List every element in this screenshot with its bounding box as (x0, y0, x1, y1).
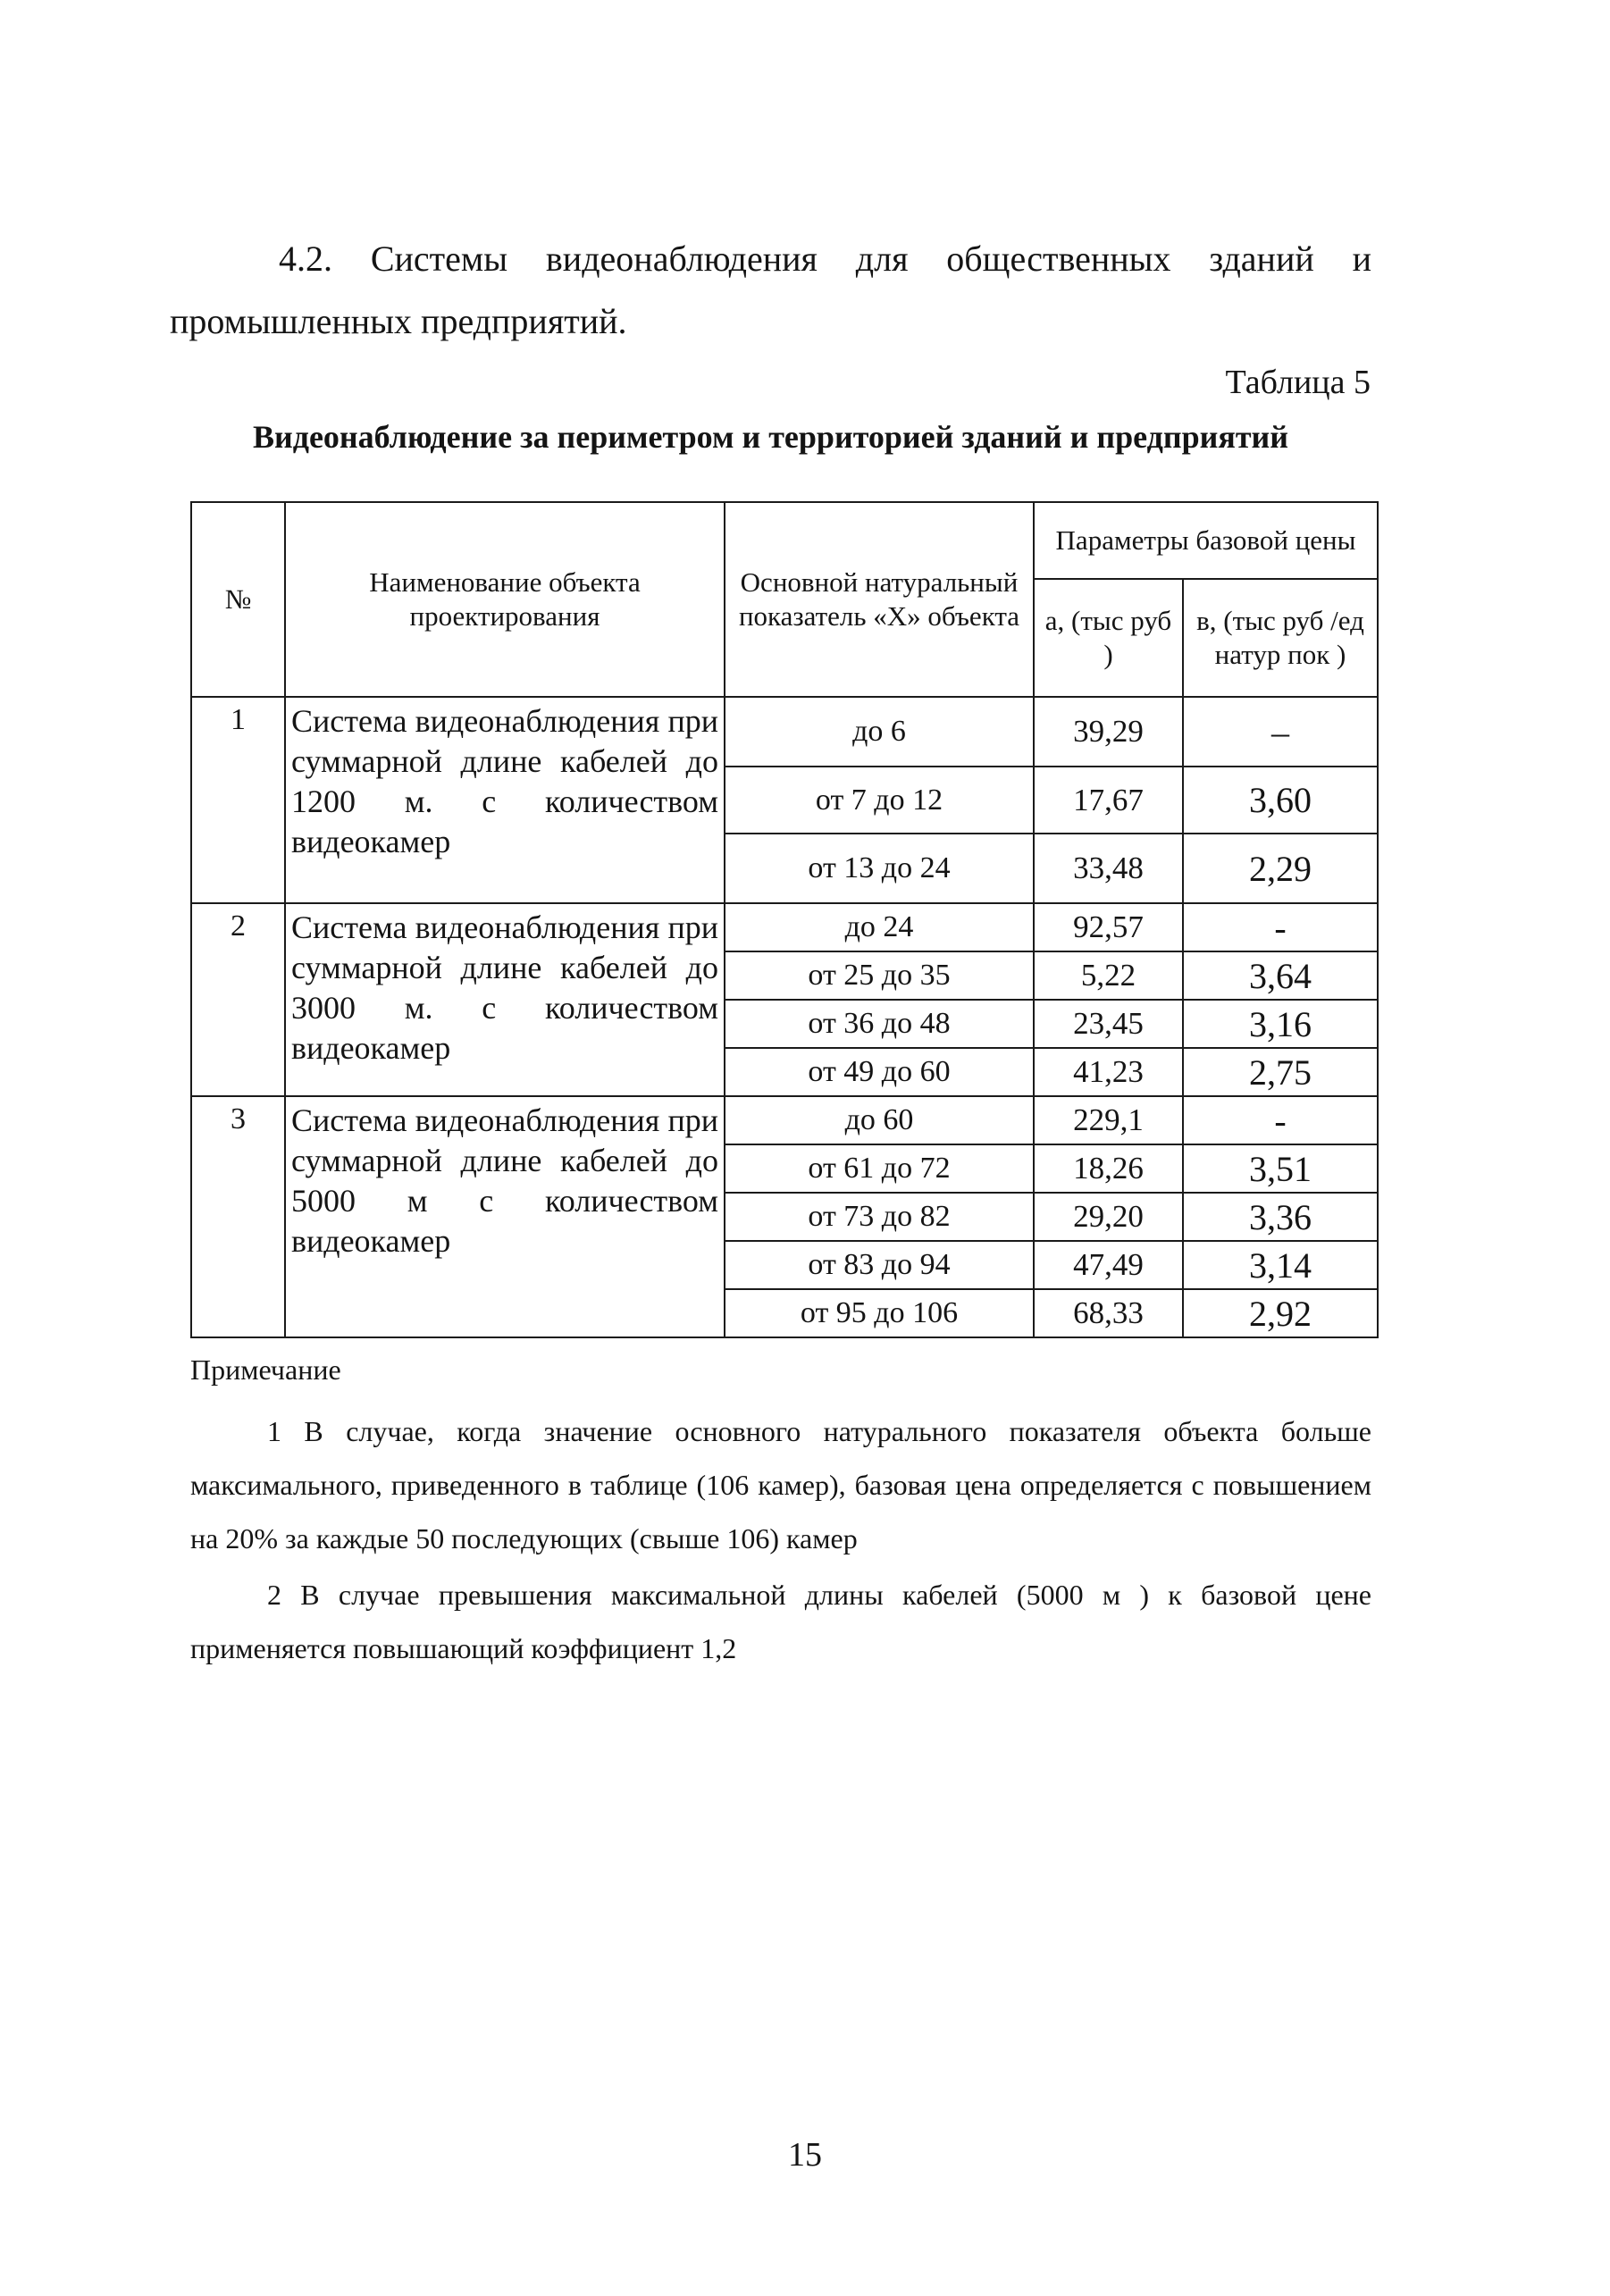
range-cell: от 83 до 94 (725, 1241, 1034, 1289)
header-params: Параметры базовой цены (1034, 502, 1378, 579)
table-title: Видеонаблюдение за периметром и территорией зданий и предприятий (252, 419, 1289, 455)
price-a-cell: 5,22 (1034, 951, 1183, 1000)
range-cell: от 7 до 12 (725, 767, 1034, 834)
object-name: Система видеонаблюдения при суммарной длине кабелей до 3000 м. с количеством видеокамер (285, 903, 725, 1096)
range-cell: от 73 до 82 (725, 1193, 1034, 1241)
range-cell: до 6 (725, 697, 1034, 767)
group-number: 1 (191, 697, 285, 903)
price-b-cell: 3,64 (1183, 951, 1378, 1000)
note-item: 1 В случае, когда значение основного натурального показателя объекта больше максимального, приведенного в таблице (106 камер), базовая цена определяется с повышением на 20% за каждые 50 последующих (свыше 106) камер (190, 1415, 1371, 1554)
price-b-cell: – (1183, 697, 1378, 767)
range-cell: от 61 до 72 (725, 1144, 1034, 1193)
group-number: 2 (191, 903, 285, 1096)
page-number: 15 (788, 2136, 822, 2174)
section-heading: 4.2. Системы видеонаблюдения для общественных зданий и промышленных предприятий. (170, 239, 1371, 341)
range-cell: от 25 до 35 (725, 951, 1034, 1000)
price-b-cell: 3,60 (1183, 767, 1378, 834)
header-b: в, (тыс руб /ед натур пок ) (1183, 579, 1378, 697)
table-row (191, 903, 1378, 951)
price-a-cell: 41,23 (1034, 1048, 1183, 1096)
price-a-cell: 92,57 (1034, 903, 1183, 951)
price-b-cell: 2,29 (1183, 834, 1378, 903)
price-b-cell: 3,14 (1183, 1241, 1378, 1289)
price-a-cell: 29,20 (1034, 1193, 1183, 1241)
range-cell: от 13 до 24 (725, 834, 1034, 903)
object-name: Система видеонаблюдения при суммарной длине кабелей до 5000 м с количеством видеокамер (285, 1096, 725, 1337)
price-a-cell: 68,33 (1034, 1289, 1183, 1337)
price-b-cell: - (1183, 1096, 1378, 1144)
price-b-cell: 2,75 (1183, 1048, 1378, 1096)
object-name: Система видеонаблюдения при суммарной длине кабелей до 1200 м. с количеством видеокамер (285, 697, 725, 903)
price-b-cell: 3,16 (1183, 1000, 1378, 1048)
price-a-cell: 229,1 (1034, 1096, 1183, 1144)
notes-title: Примечание (190, 1353, 341, 1386)
range-cell: от 49 до 60 (725, 1048, 1034, 1096)
table-label: Таблица 5 (1225, 364, 1371, 401)
price-table (190, 501, 1379, 1338)
price-a-cell: 18,26 (1034, 1144, 1183, 1193)
range-cell: от 95 до 106 (725, 1289, 1034, 1337)
range-cell: до 60 (725, 1096, 1034, 1144)
range-cell: от 36 до 48 (725, 1000, 1034, 1048)
table-row (191, 697, 1378, 767)
header-indicator: Основной натуральный показатель «X» объекта (725, 502, 1034, 697)
price-b-cell: - (1183, 903, 1378, 951)
range-cell: до 24 (725, 903, 1034, 951)
header-a: а, (тыс руб ) (1034, 579, 1183, 697)
price-a-cell: 17,67 (1034, 767, 1183, 834)
price-b-cell: 3,51 (1183, 1144, 1378, 1193)
header-num: № (191, 502, 285, 697)
header-name: Наименование объекта проектирования (285, 502, 725, 697)
price-a-cell: 33,48 (1034, 834, 1183, 903)
note-item: 2 В случае превышения максимальной длины кабелей (5000 м ) к базовой цене применяется повышающий коэффициент 1,2 (190, 1579, 1371, 1664)
price-a-cell: 47,49 (1034, 1241, 1183, 1289)
price-b-cell: 2,92 (1183, 1289, 1378, 1337)
price-a-cell: 23,45 (1034, 1000, 1183, 1048)
price-a-cell: 39,29 (1034, 697, 1183, 767)
price-b-cell: 3,36 (1183, 1193, 1378, 1241)
group-number: 3 (191, 1096, 285, 1337)
table-row (191, 1096, 1378, 1144)
